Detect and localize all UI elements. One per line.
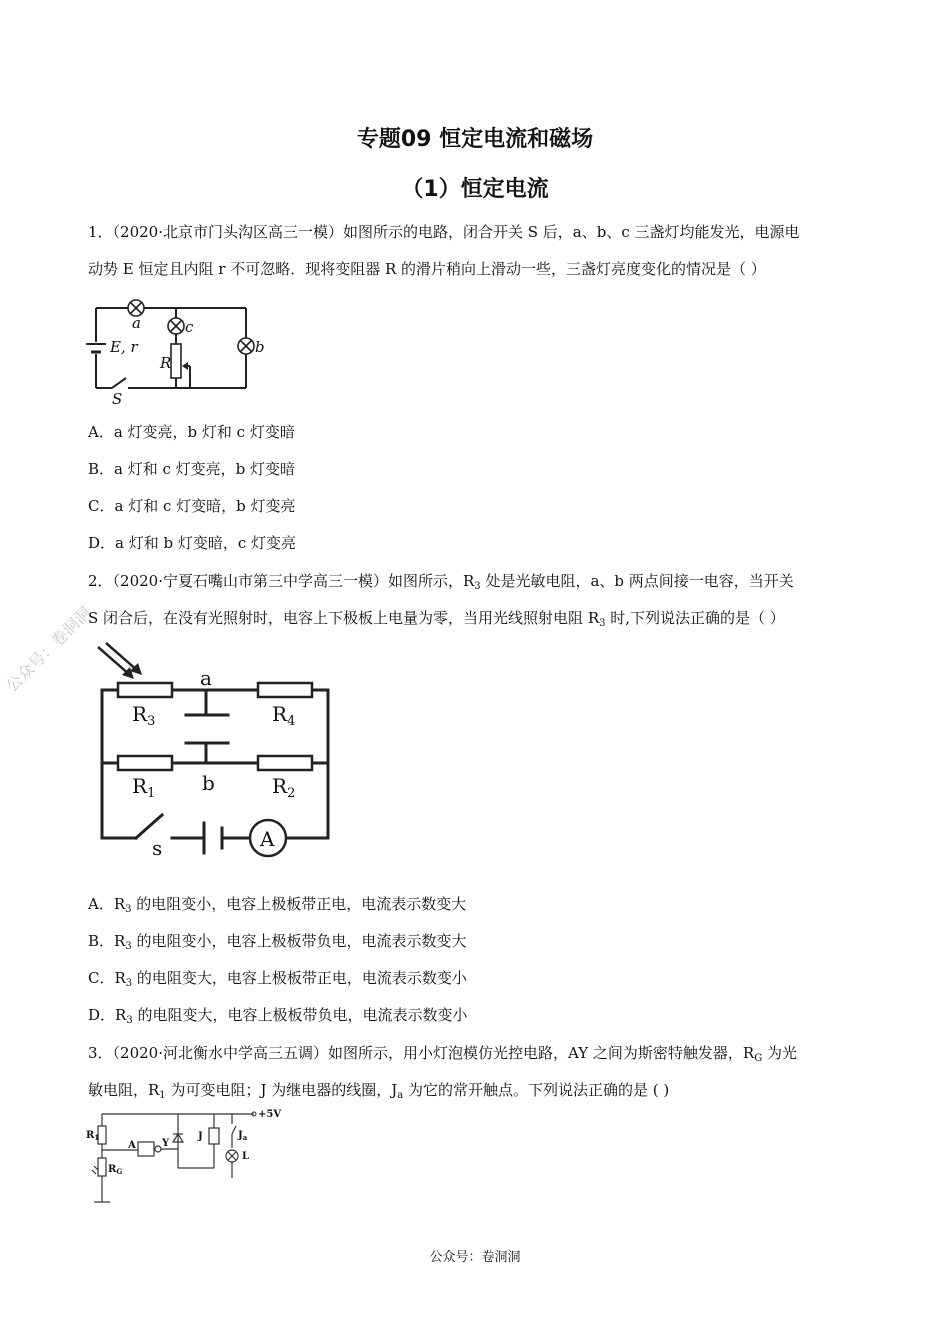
q1-option-b[interactable]: B．a 灯和 c 灯变亮，b 灯变暗 bbox=[88, 460, 296, 478]
q1-label-c: c bbox=[185, 318, 194, 336]
q3-label-j: J bbox=[198, 1131, 203, 1142]
q2-option-d[interactable]: D．$R_3$ 的电阻变大，电容上极板带负电，电流表示数变小 bbox=[88, 1006, 468, 1026]
q1-option-a[interactable]: A．a 灯变亮，b 灯和 c 灯变暗 bbox=[88, 423, 295, 441]
q2-label-a: a bbox=[200, 666, 212, 690]
q2-label-s: s bbox=[152, 836, 163, 860]
page-title: 专题09 恒定电流和磁场 bbox=[356, 127, 594, 152]
q2-label-b: b bbox=[202, 771, 215, 795]
q1-label-a: a bbox=[132, 314, 141, 332]
q2-stem-line2: S 闭合后，在没有光照射时，电容上下极板上电量为零，当用光线照射电阻 $R_3$ 时,下列说法正确的是（ ） bbox=[88, 609, 785, 629]
q3-label-ja: $J_a$ bbox=[238, 1130, 248, 1142]
q1-label-S: S bbox=[112, 390, 123, 408]
q3-circuit-figure bbox=[84, 1108, 284, 1208]
q3-label-a: A bbox=[128, 1140, 136, 1151]
q3-label-l: L bbox=[242, 1151, 250, 1162]
q3-stem-line2: 敏电阻，$R_1$ 为可变电阻；J 为继电器的线圈，$J_a$ 为它的常开触点。下列说法正确的是 ( ) bbox=[88, 1081, 670, 1101]
q1-circuit-figure bbox=[86, 296, 276, 406]
q2-label-r4: $R_4$ bbox=[272, 702, 296, 729]
q2-label-r1: $R_1$ bbox=[132, 774, 156, 801]
q2-stem-line1: 2．（2020·宁夏石嘴山市第三中学高三一模）如图所示，$R_3$ 处是光敏电阻，a、b 两点间接一电容，当开关 bbox=[88, 572, 794, 592]
section-subtitle: （1）恒定电流 bbox=[401, 177, 549, 202]
q1-option-c[interactable]: C．a 灯和 c 灯变暗，b 灯变亮 bbox=[88, 497, 296, 515]
q1-stem-line1: 1．（2020·北京市门头沟区高三一模）如图所示的电路，闭合开关 S 后，a、b、c 三盏灯均能发光，电源电 bbox=[88, 223, 800, 241]
q1-label-source: E, r bbox=[110, 338, 138, 356]
q1-stem-line2: 动势 E 恒定且内阻 r 不可忽略．现将变阻器 R 的滑片稍向上滑动一些，三盏灯亮度变化的情况是（ ） bbox=[88, 260, 766, 278]
page-footer: 公众号：卷洞洞 bbox=[429, 1250, 521, 1265]
q2-circuit-figure bbox=[96, 645, 336, 860]
q2-option-c[interactable]: C．$R_3$ 的电阻变大，电容上极板带正电，电流表示数变小 bbox=[88, 969, 467, 989]
q2-label-ammeter: A bbox=[260, 827, 275, 851]
q3-label-y: Y bbox=[162, 1138, 170, 1149]
watermark: 公众号：卷洞洞 bbox=[2, 602, 95, 696]
q2-label-r2: $R_2$ bbox=[272, 774, 296, 801]
q1-label-R: R bbox=[160, 354, 172, 372]
q2-label-r3: $R_3$ bbox=[132, 702, 156, 729]
q1-option-d[interactable]: D．a 灯和 b 灯变暗，c 灯变亮 bbox=[88, 534, 297, 552]
q1-label-b: b bbox=[255, 338, 265, 356]
q3-stem-line1: 3．（2020·河北衡水中学高三五调）如图所示，用小灯泡模仿光控电路，AY 之间为斯密特触发器，$R_G$ 为光 bbox=[88, 1044, 797, 1064]
q2-option-a[interactable]: A．$R_3$ 的电阻变小，电容上极板带正电，电流表示数变大 bbox=[88, 895, 467, 915]
q3-label-rg: $R_G$ bbox=[108, 1164, 123, 1176]
q3-label-voltage: +5V bbox=[258, 1109, 282, 1120]
q2-option-b[interactable]: B．$R_3$ 的电阻变小，电容上极板带负电，电流表示数变大 bbox=[88, 932, 467, 952]
q3-label-r1: $R_1$ bbox=[86, 1130, 100, 1142]
